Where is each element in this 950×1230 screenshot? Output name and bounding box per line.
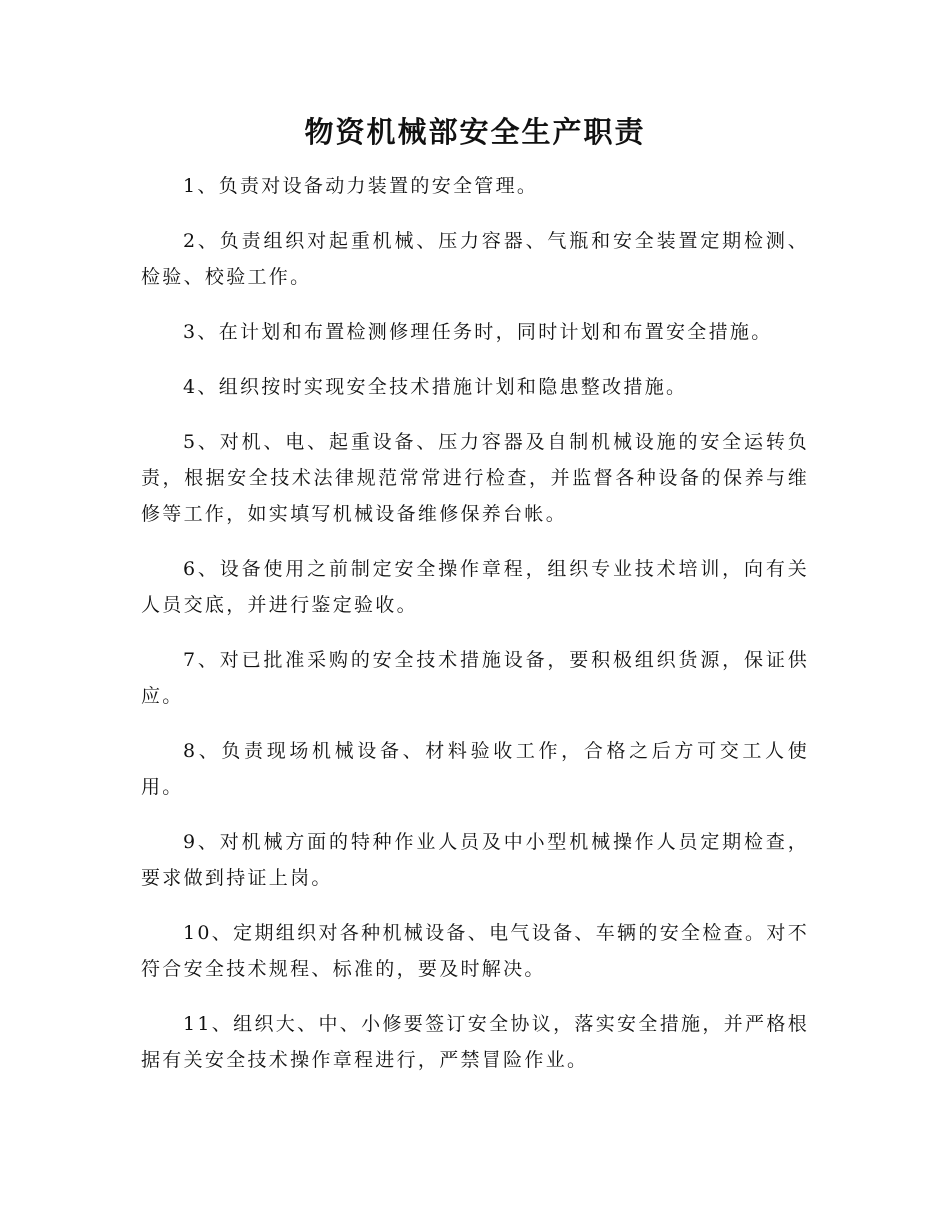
document-title: 物资机械部安全生产职责 — [304, 115, 646, 149]
paragraph-1: 1、负责对设备动力装置的安全管理。 — [183, 175, 539, 197]
paragraph-10: 10、定期组织对各种机械设备、电气设备、车辆的安全检查。对不符合安全技术规程、标准的，要及时解决。 — [141, 922, 809, 980]
paragraph-2: 2、负责组织对起重机械、压力容器、气瓶和安全装置定期检测、检验、校验工作。 — [141, 230, 809, 288]
paragraph-3: 3、在计划和布置检测修理任务时，同时计划和布置安全措施。 — [183, 321, 773, 343]
paragraph-5: 5、对机、电、起重设备、压力容器及自制机械设施的安全运转负责，根据安全技术法律规范常常进行检查，并监督各种设备的保养与维修等工作，如实填写机械设备维修保养台帐。 — [141, 431, 809, 525]
paragraph-6: 6、设备使用之前制定安全操作章程，组织专业技术培训，向有关人员交底，并进行鉴定验收。 — [141, 558, 809, 616]
document-body — [141, 168, 809, 1097]
paragraph-9: 9、对机械方面的特种作业人员及中小型机械操作人员定期检查，要求做到持证上岗。 — [141, 831, 809, 889]
paragraph-4: 4、组织按时实现安全技术措施计划和隐患整改措施。 — [183, 376, 688, 398]
paragraph-8: 8、负责现场机械设备、材料验收工作，合格之后方可交工人使用。 — [141, 740, 809, 798]
paragraph-7: 7、对已批准采购的安全技术措施设备，要积极组织货源，保证供应。 — [141, 649, 809, 707]
paragraph-11: 11、组织大、中、小修要签订安全协议，落实安全措施，并严格根据有关安全技术操作章程进行，严禁冒险作业。 — [141, 1013, 809, 1071]
